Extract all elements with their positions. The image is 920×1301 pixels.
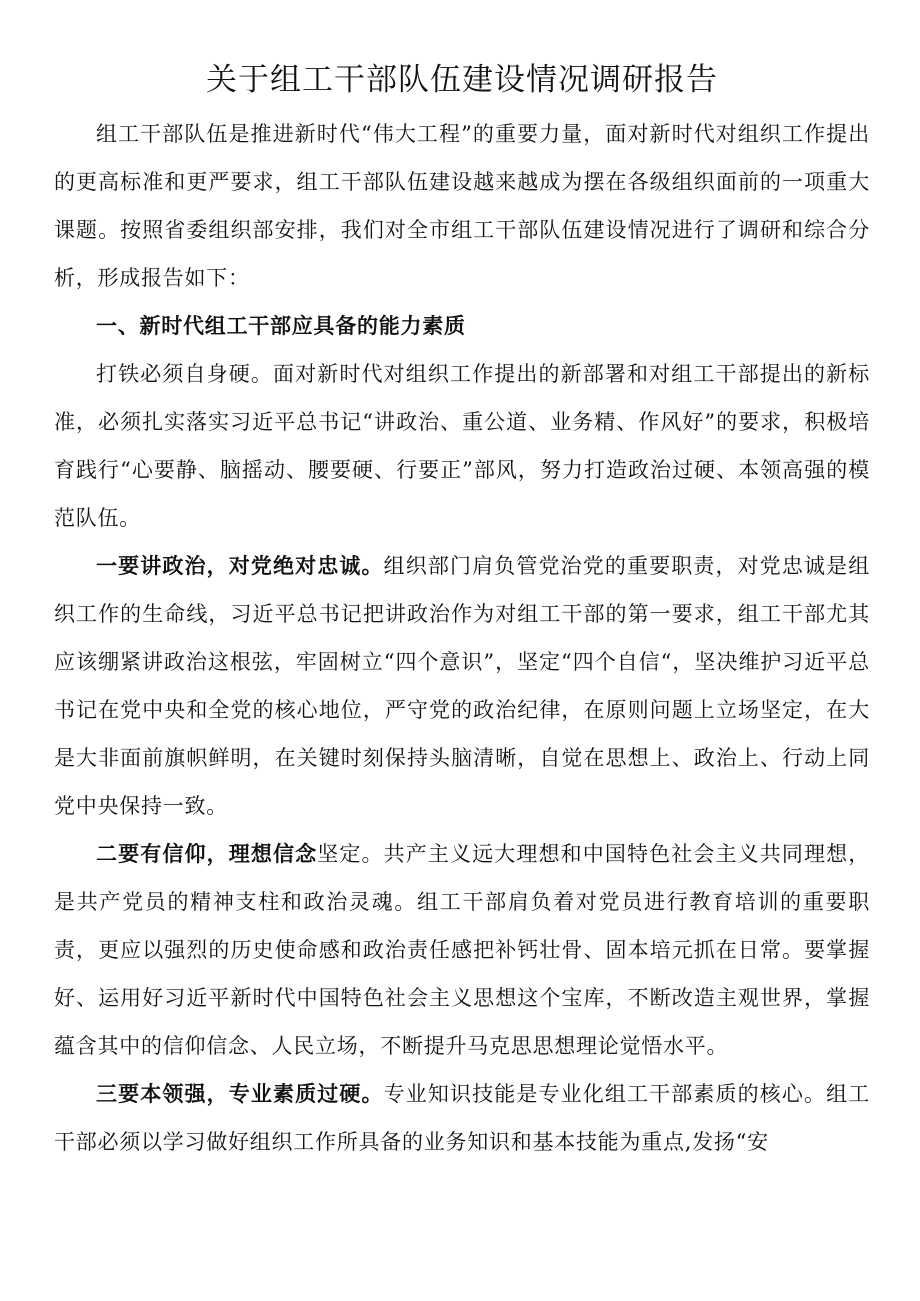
point-paragraph-3 xyxy=(54,1070,870,1166)
point-lead-1: 一要讲政治，对党绝对忠诚。 xyxy=(96,553,384,578)
section-heading: 一、新时代组工干部应具备的能力素质 xyxy=(96,313,466,338)
point-lead-2: 二要有信仰，理想信念 xyxy=(96,841,318,866)
point-paragraph-1 xyxy=(54,542,870,830)
point-text-1: 组织部门肩负管党治党的重要职责，对党忠诚是组织工作的生命线，习近平总书记把讲政治作为对组工干部的第一要求，组工干部尤其应该绷紧讲政治这根弦，牢固树立“四个意识”，坚定“四个自信“，坚决维护习近平总书记在党中央和全党的核心地位，严守党的政治纪律，在原则问题上立场坚定，在大是大非面前旗帜鲜明，在关键时刻保持头脑清晰，自觉在思想上、政治上、行动上同党中央保持一致。 xyxy=(54,554,870,818)
point-text-2: 坚定。共产主义远大理想和中国特色社会主义共同理想，是共产党员的精神支柱和政治灵魂。组工干部肩负着对党员进行教育培训的重要职责，更应以强烈的历史使命感和政治责任感把补钙壮骨、固本培元抓在日常。要掌握好、运用好习近平新时代中国特色社会主义思想这个宝库，不断改造主观世界，掌握蕴含其中的信仰信念、人民立场，不断提升马克思思想理论觉悟水平。 xyxy=(54,842,870,1058)
point-text-3: 专业知识技能是专业化组工干部素质的核心。组工干部必须以学习做好组织工作所具备的业务知识和基本技能为重点,发扬“安 xyxy=(54,1082,870,1154)
section-intro-paragraph: 打铁必须自身硬。面对新时代对组织工作提出的新部署和对组工干部提出的新标准，必须扎实落实习近平总书记“讲政治、重公道、业务精、作风好”的要求，积极培育践行“心要静、脑摇动、腰要硬、行要正”部风，努力打造政治过硬、本领高强的模范队伍。 xyxy=(54,362,870,530)
point-paragraph-2 xyxy=(54,830,870,1070)
intro-paragraph: 组工干部队伍是推进新时代“伟大工程”的重要力量，面对新时代对组织工作提出的更高标准和更严要求，组工干部队伍建设越来越成为摆在各级组织面前的一项重大课题。按照省委组织部安排，我们对全市组工干部队伍建设情况进行了调研和综合分析，形成报告如下： xyxy=(54,122,870,290)
document-title: 关于组工干部队伍建设情况调研报告 xyxy=(206,62,718,98)
point-lead-3: 三要本领强，专业素质过硬。 xyxy=(96,1081,384,1106)
